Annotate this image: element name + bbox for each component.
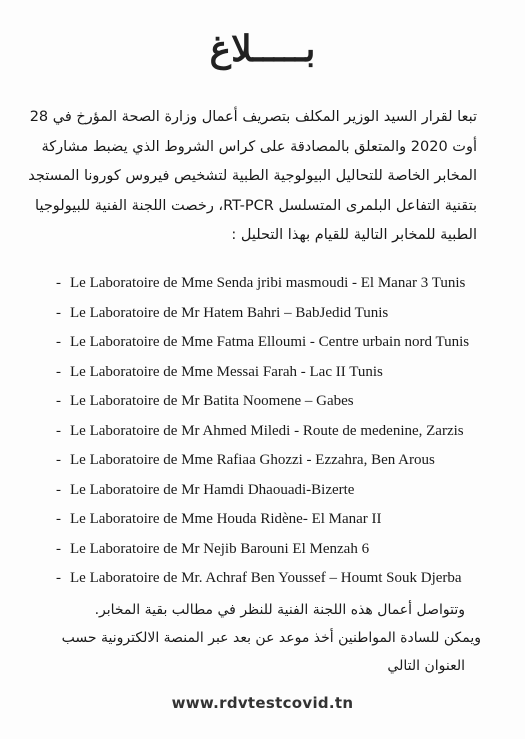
lab-name: Le Laboratoire de Mr Batita Noomene – Gabes (70, 393, 354, 409)
list-item: - Le Laboratoire de Mme Fatma Elloumi - Centre urbain nord Tunis (56, 334, 470, 350)
list-item: - Le Laboratoire de Mr Ahmed Miledi - Route de medenine, Zarzis (56, 422, 464, 439)
list-item: - Le Laboratoire de Mr Hatem Bahri – BabJedid Tunis (56, 304, 389, 321)
lab-name: Le Laboratoire de Mme Houda Ridène- El Manar II (70, 511, 382, 527)
lab-name: Le Laboratoire de Mme Messai Farah - Lac II Tunis (70, 363, 383, 380)
page-title: بـــــلاغ (209, 28, 316, 70)
list-item: - Le Laboratoire de Mr Hamdi Dhaouadi-Bizerte (56, 481, 355, 498)
intro-line: تبعا لقرار السيد الوزير المكلف بتصريف أعمال وزارة الصحة المؤرخ في 28 (29, 109, 477, 125)
lab-name: Le Laboratoire de Mme Rafiaa Ghozzi - Ezzahra, Ben Arous (70, 452, 435, 468)
outro-line: وتتواصل أعمال هذه اللجنة الفنية للنظر في مطالب بقية المخابر. (94, 602, 465, 618)
lab-name: Le Laboratoire de Mme Senda jribi masmoudi - El Manar 3 Tunis (70, 275, 466, 291)
list-item: - Le Laboratoire de Mr Nejib Barouni El Menzah 6 (56, 540, 370, 557)
list-item: - Le Laboratoire de Mme Senda jribi masmoudi - El Manar 3 Tunis (56, 275, 466, 291)
laboratory-list (56, 273, 469, 598)
outro-line: العنوان التالي (387, 658, 465, 674)
lab-name: Le Laboratoire de Mr Nejib Barouni El Menzah 6 (70, 540, 370, 557)
list-item: - Le Laboratoire de Mr. Achraf Ben Youssef – Houmt Souk Djerba (56, 570, 462, 586)
lab-name: Le Laboratoire de Mme Fatma Elloumi - Centre urbain nord Tunis (70, 334, 470, 350)
list-item: - Le Laboratoire de Mme Messai Farah - Lac II Tunis (56, 363, 383, 380)
list-item: - Le Laboratoire de Mme Rafiaa Ghozzi - Ezzahra, Ben Arous (56, 452, 435, 468)
closing-paragraph (31, 596, 481, 680)
website-url: www.rdvtestcovid.tn (171, 694, 354, 712)
list-item: - Le Laboratoire de Mme Houda Ridène- El Manar II (56, 511, 382, 527)
intro-line: أوت 2020 والمتعلق بالمصادقة على كراس الشروط الذي يضبط مشاركة (41, 138, 477, 155)
intro-line: الطبية للمخابر التالية للقيام بهذا التحليل : (231, 227, 477, 243)
lab-name: Le Laboratoire de Mr Ahmed Miledi - Route de medenine, Zarzis (70, 422, 464, 439)
lab-name: Le Laboratoire de Mr. Achraf Ben Youssef – Houmt Souk Djerba (70, 570, 462, 586)
list-item: - Le Laboratoire de Mr Batita Noomene – Gabes (56, 393, 354, 409)
lab-name: Le Laboratoire de Mr Hatem Bahri – BabJedid Tunis (70, 304, 389, 321)
lab-name: Le Laboratoire de Mr Hamdi Dhaouadi-Bizerte (70, 481, 355, 498)
intro-paragraph (28, 103, 477, 251)
intro-line: بتقنية التفاعل البلمرى المتسلسل RT-PCR، رخصت اللجنة الفنية للبيولوجيا (35, 197, 477, 214)
outro-line: ويمكن للسادة المواطنين أخذ موعد عن بعد عبر المنصة الالكترونية حسب (61, 630, 481, 646)
intro-line: المخابر الخاصة للتحاليل البيولوجية الطبية لتشخيص فيروس كورونا المستجد (28, 168, 477, 184)
